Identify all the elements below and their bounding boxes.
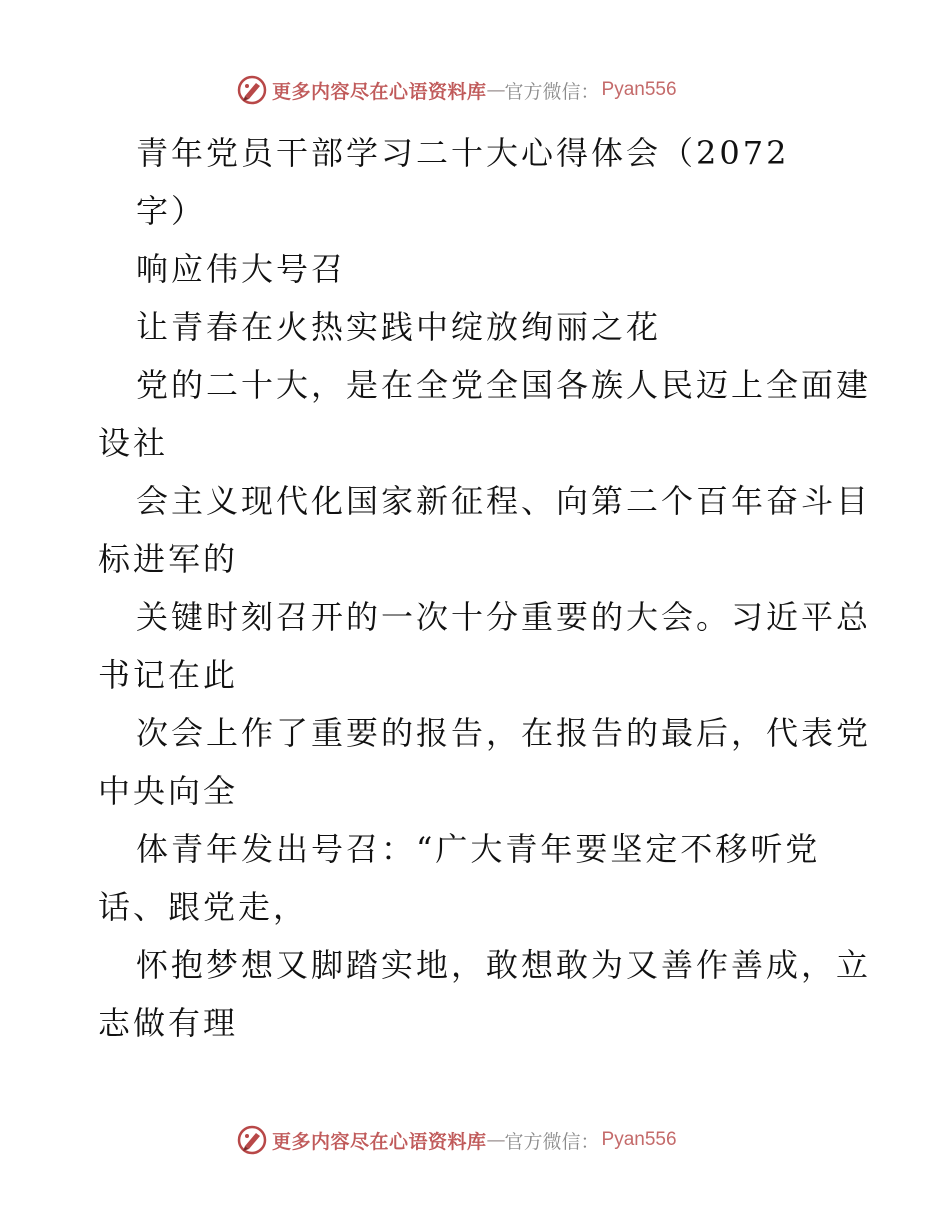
paragraph-line: 标进军的 xyxy=(98,540,239,578)
document-title-continued: 字） xyxy=(136,192,207,230)
document-title: 青年党员干部学习二十大心得体会（2072 xyxy=(136,134,790,172)
paragraph-line: 中央向全 xyxy=(98,772,239,810)
banner-brand-text: 更多内容尽在心语资料库 xyxy=(272,1130,487,1153)
header-banner xyxy=(236,72,677,108)
banner-wechat-label: 官方微信： xyxy=(504,1130,600,1153)
paragraph-line: 志做有理 xyxy=(98,1004,239,1042)
paragraph-line: 怀抱梦想又脚踏实地，敢想敢为又善作善成，立 xyxy=(136,946,872,984)
paragraph-line: 关键时刻召开的一次十分重要的大会。习近平总 xyxy=(136,598,872,636)
paragraph-line: 书记在此 xyxy=(98,656,239,694)
paragraph-line: 话、跟党走， xyxy=(98,888,309,926)
paragraph-line: 设社 xyxy=(98,424,169,462)
paragraph-line: 体青年发出号召：“广大青年要坚定不移听党 xyxy=(136,830,821,868)
banner-wechat-handle: Pyan556 xyxy=(601,79,677,100)
pen-logo-icon xyxy=(236,74,268,106)
section-heading: 响应伟大号召 xyxy=(136,250,347,288)
banner-brand-text: 更多内容尽在心语资料库 xyxy=(272,80,487,103)
paragraph-line: 次会上作了重要的报告，在报告的最后，代表党 xyxy=(136,714,872,752)
banner-separator: — xyxy=(486,79,505,101)
banner-wechat-label: 官方微信： xyxy=(504,80,600,103)
banner-separator: — xyxy=(486,1129,505,1151)
banner-wechat-handle: Pyan556 xyxy=(601,1129,677,1150)
section-subheading: 让青春在火热实践中绽放绚丽之花 xyxy=(136,308,662,346)
document-body xyxy=(98,124,872,1052)
footer-banner xyxy=(236,1122,677,1158)
pen-logo-icon xyxy=(236,1124,268,1156)
paragraph-line: 会主义现代化国家新征程、向第二个百年奋斗目 xyxy=(136,482,872,520)
paragraph-line: 党的二十大，是在全党全国各族人民迈上全面建 xyxy=(136,366,872,404)
